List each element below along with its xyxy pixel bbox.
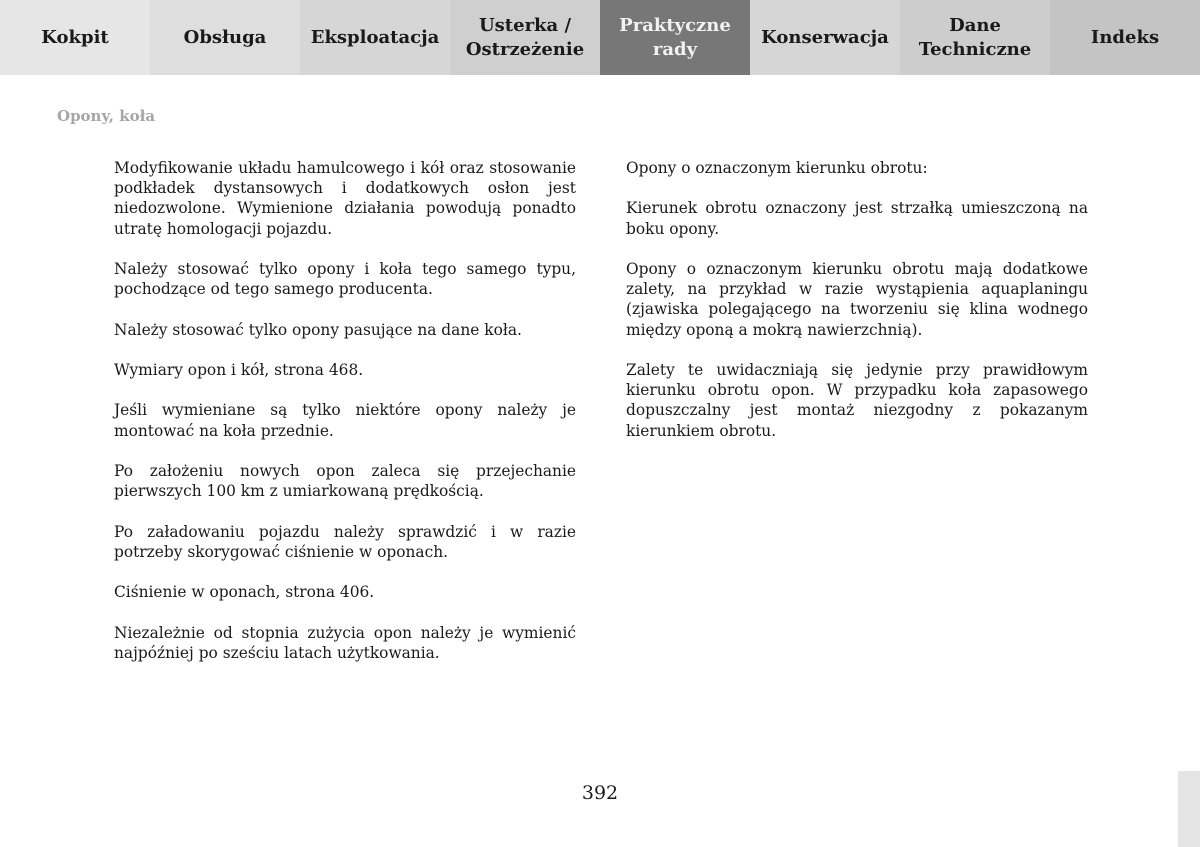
paragraph: Modyfikowanie układu hamulcowego i kół oraz stosowanie podkładek dystansowych i dodatkowych osłon jest niedozwolone. Wymienione działania powodują ponadto utratę homologacji pojazdu. xyxy=(114,159,576,238)
paragraph: Niezależnie od stopnia zużycia opon należy je wymienić najpóźniej po sześciu latach użytkowania. xyxy=(114,623,576,662)
chapter-tab-bar xyxy=(0,0,1200,75)
tab-eksploatacja[interactable]: Eksploatacja xyxy=(300,0,450,75)
tab-praktyczne-rady-active[interactable]: Praktyczne rady xyxy=(600,0,750,75)
tab-obsluga[interactable]: Obsługa xyxy=(150,0,300,75)
paragraph: Zalety te uwidaczniają się jedynie przy prawidłowym kierunku obrotu opon. W przypadku koła zapasowego dopuszczalny jest montaż niezgodny z pokazanym kierunkiem obrotu. xyxy=(626,360,1088,440)
paragraph: Jeśli wymieniane są tylko niektóre opony należy je montować na koła przednie. xyxy=(114,401,576,440)
page-number: 392 xyxy=(581,782,619,804)
section-title: Opony, koła xyxy=(57,107,156,125)
paragraph: Opony o oznaczonym kierunku obrotu: xyxy=(626,159,928,177)
paragraph: Opony o oznaczonym kierunku obrotu mają dodatkowe zalety, na przykład w razie wystąpienia aquaplaningu (zjawiska polegającego na tworzeniu się klina wodnego między oponą a mokrą nawierzchnią). xyxy=(626,259,1088,339)
paragraph: Należy stosować tylko opony pasujące na dane koła. xyxy=(114,320,522,339)
tab-konserwacja[interactable]: Konserwacja xyxy=(750,0,900,75)
tab-indeks[interactable]: Indeks xyxy=(1050,0,1200,75)
left-column xyxy=(114,158,576,683)
paragraph: Po załadowaniu pojazdu należy sprawdzić i w razie potrzeby skorygować ciśnienie w oponach. xyxy=(114,522,576,561)
paragraph: Po założeniu nowych opon zaleca się przejechanie pierwszych 100 km z umiarkowaną prędkością. xyxy=(114,461,576,501)
paragraph: Ciśnienie w oponach, strona 406. xyxy=(114,583,375,602)
right-column xyxy=(626,158,1088,461)
tab-usterka-ostrzezenie[interactable]: Usterka / Ostrzeżenie xyxy=(450,0,600,75)
paragraph: Kierunek obrotu oznaczony jest strzałką umieszczoną na boku opony. xyxy=(626,199,1088,238)
paragraph: Należy stosować tylko opony i koła tego samego typu, pochodzące od tego samego producenta. xyxy=(114,260,576,299)
tab-dane-techniczne[interactable]: Dane Techniczne xyxy=(900,0,1050,75)
paragraph: Wymiary opon i kół, strona 468. xyxy=(114,360,364,379)
page-edge-marker xyxy=(1178,771,1200,847)
tab-kokpit[interactable]: Kokpit xyxy=(0,0,150,75)
